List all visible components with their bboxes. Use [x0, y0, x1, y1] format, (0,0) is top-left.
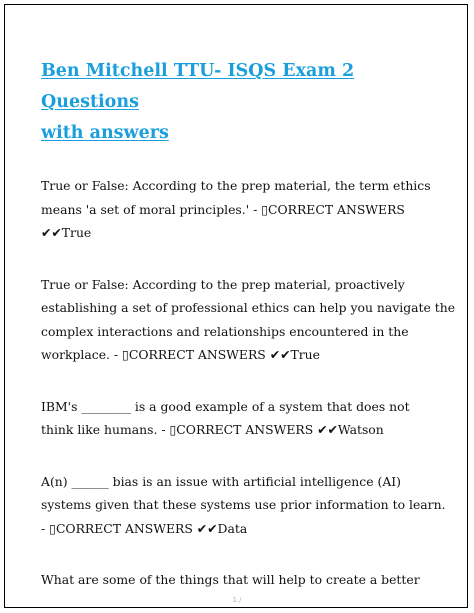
- title-line-1: Ben Mitchell TTU- ISQS Exam 2 Questions: [41, 61, 355, 112]
- qa-line: establishing a set of professional ethics can help you navigate the: [41, 300, 456, 315]
- qa-line: means 'a set of moral principles.' - ▯CORRECT ANSWERS: [41, 201, 405, 217]
- document-body: [41, 56, 456, 592]
- qa-item-2: [41, 273, 456, 367]
- qa-line: ✔✔True: [41, 225, 92, 240]
- qa-line: complex interactions and relationships encountered in the: [41, 323, 409, 339]
- qa-line: think like humans. - ▯CORRECT ANSWERS ✔✔Watson: [41, 422, 384, 437]
- qa-item-5: [41, 568, 441, 592]
- qa-item-3: [41, 395, 441, 442]
- qa-line: - ▯CORRECT ANSWERS ✔✔Data: [41, 520, 248, 536]
- qa-line: A(n) ______ bias is an issue with artificial intelligence (AI): [41, 473, 402, 489]
- qa-line: systems given that these systems use prior information to learn.: [41, 497, 446, 512]
- page-number: 1 /: [232, 596, 242, 604]
- qa-line: IBM's ________ is a good example of a system that does not: [41, 398, 410, 414]
- title-line-2: with answers: [41, 123, 169, 143]
- qa-line: True or False: According to the prep material, proactively: [41, 276, 405, 292]
- qa-line: What are some of the things that will help to create a better: [41, 572, 420, 587]
- document-title: [41, 56, 441, 149]
- qa-item-4: [41, 470, 446, 541]
- qa-line: True or False: According to the prep material, the term ethics: [41, 178, 431, 193]
- qa-line: workplace. - ▯CORRECT ANSWERS ✔✔True: [41, 347, 320, 362]
- qa-item-1: [41, 174, 441, 245]
